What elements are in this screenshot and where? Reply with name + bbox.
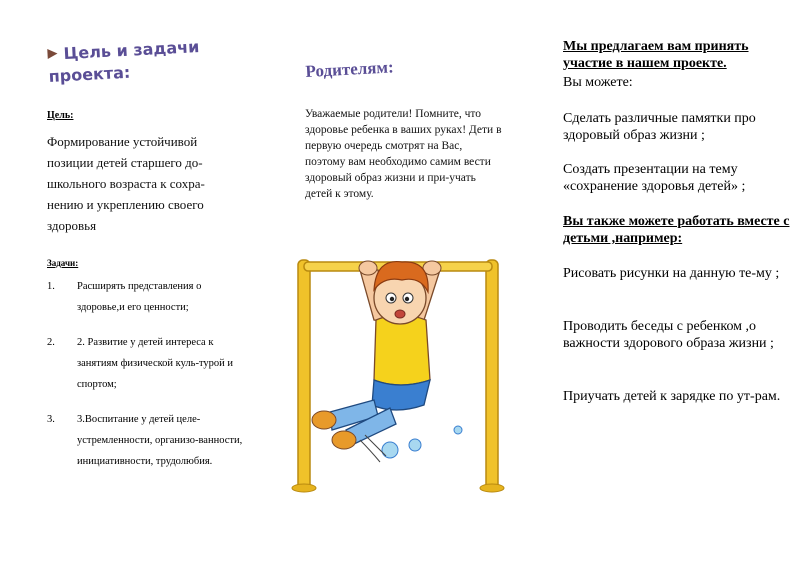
project-goals-panel (0, 0, 265, 566)
participation-heading: Мы предлагаем вам принять участие в нашем проекте. (563, 39, 749, 71)
list-item: 3. 3.Воспитание у детей целе-устремленности, организо-ванности, инициативности, трудолюбия. (47, 414, 243, 467)
activities-heading: Вы также можете работать вместе с детьми ,например: (563, 214, 790, 246)
tasks-list (47, 276, 247, 486)
parents-panel (265, 0, 533, 566)
goal-text: Формирование устойчивой позиции детей старшего до-школьного возраста к сохра-нению и укреплению своего здоровья (47, 134, 205, 233)
project-goals-title: Цель и задачи проекта: (48, 37, 200, 86)
list-item: 1. Расширять представления о здоровье,и его ценности; (47, 281, 202, 313)
goal-label: Цель: (47, 110, 74, 121)
participation-panel (533, 0, 800, 566)
activity-text: Проводить беседы с ребенком ,о важности здорового образа жизни ; (563, 319, 774, 351)
tasks-label: Задачи: (47, 258, 79, 268)
suggestion-text: Сделать различные памятки про здоровый образ жизни ; (563, 111, 756, 143)
list-item: 2. 2. Развитие у детей интереса к занятиям физической куль-турой и спортом; (47, 337, 234, 390)
activity-text: Приучать детей к зарядке по ут-рам. (563, 389, 781, 404)
suggestion-text: Создать презентации на тему «сохранение здоровья детей» ; (563, 162, 746, 194)
boy-on-horizontal-bar-icon (290, 240, 520, 500)
participation-subheading: Вы можете: (563, 75, 633, 90)
arrow-bullet-icon (47, 48, 58, 59)
activity-text: Рисовать рисунки на данную те-му ; (563, 266, 780, 281)
parents-text: Уважаемые родители! Помните, что здоровье ребенка в ваших руках! Дети в первую очередь смотрят на Вас, поэтому вам необходимо самим вести здоровый образ жизни и при-учать детей к этому. (305, 108, 502, 200)
parents-title: Родителям: (305, 57, 395, 81)
